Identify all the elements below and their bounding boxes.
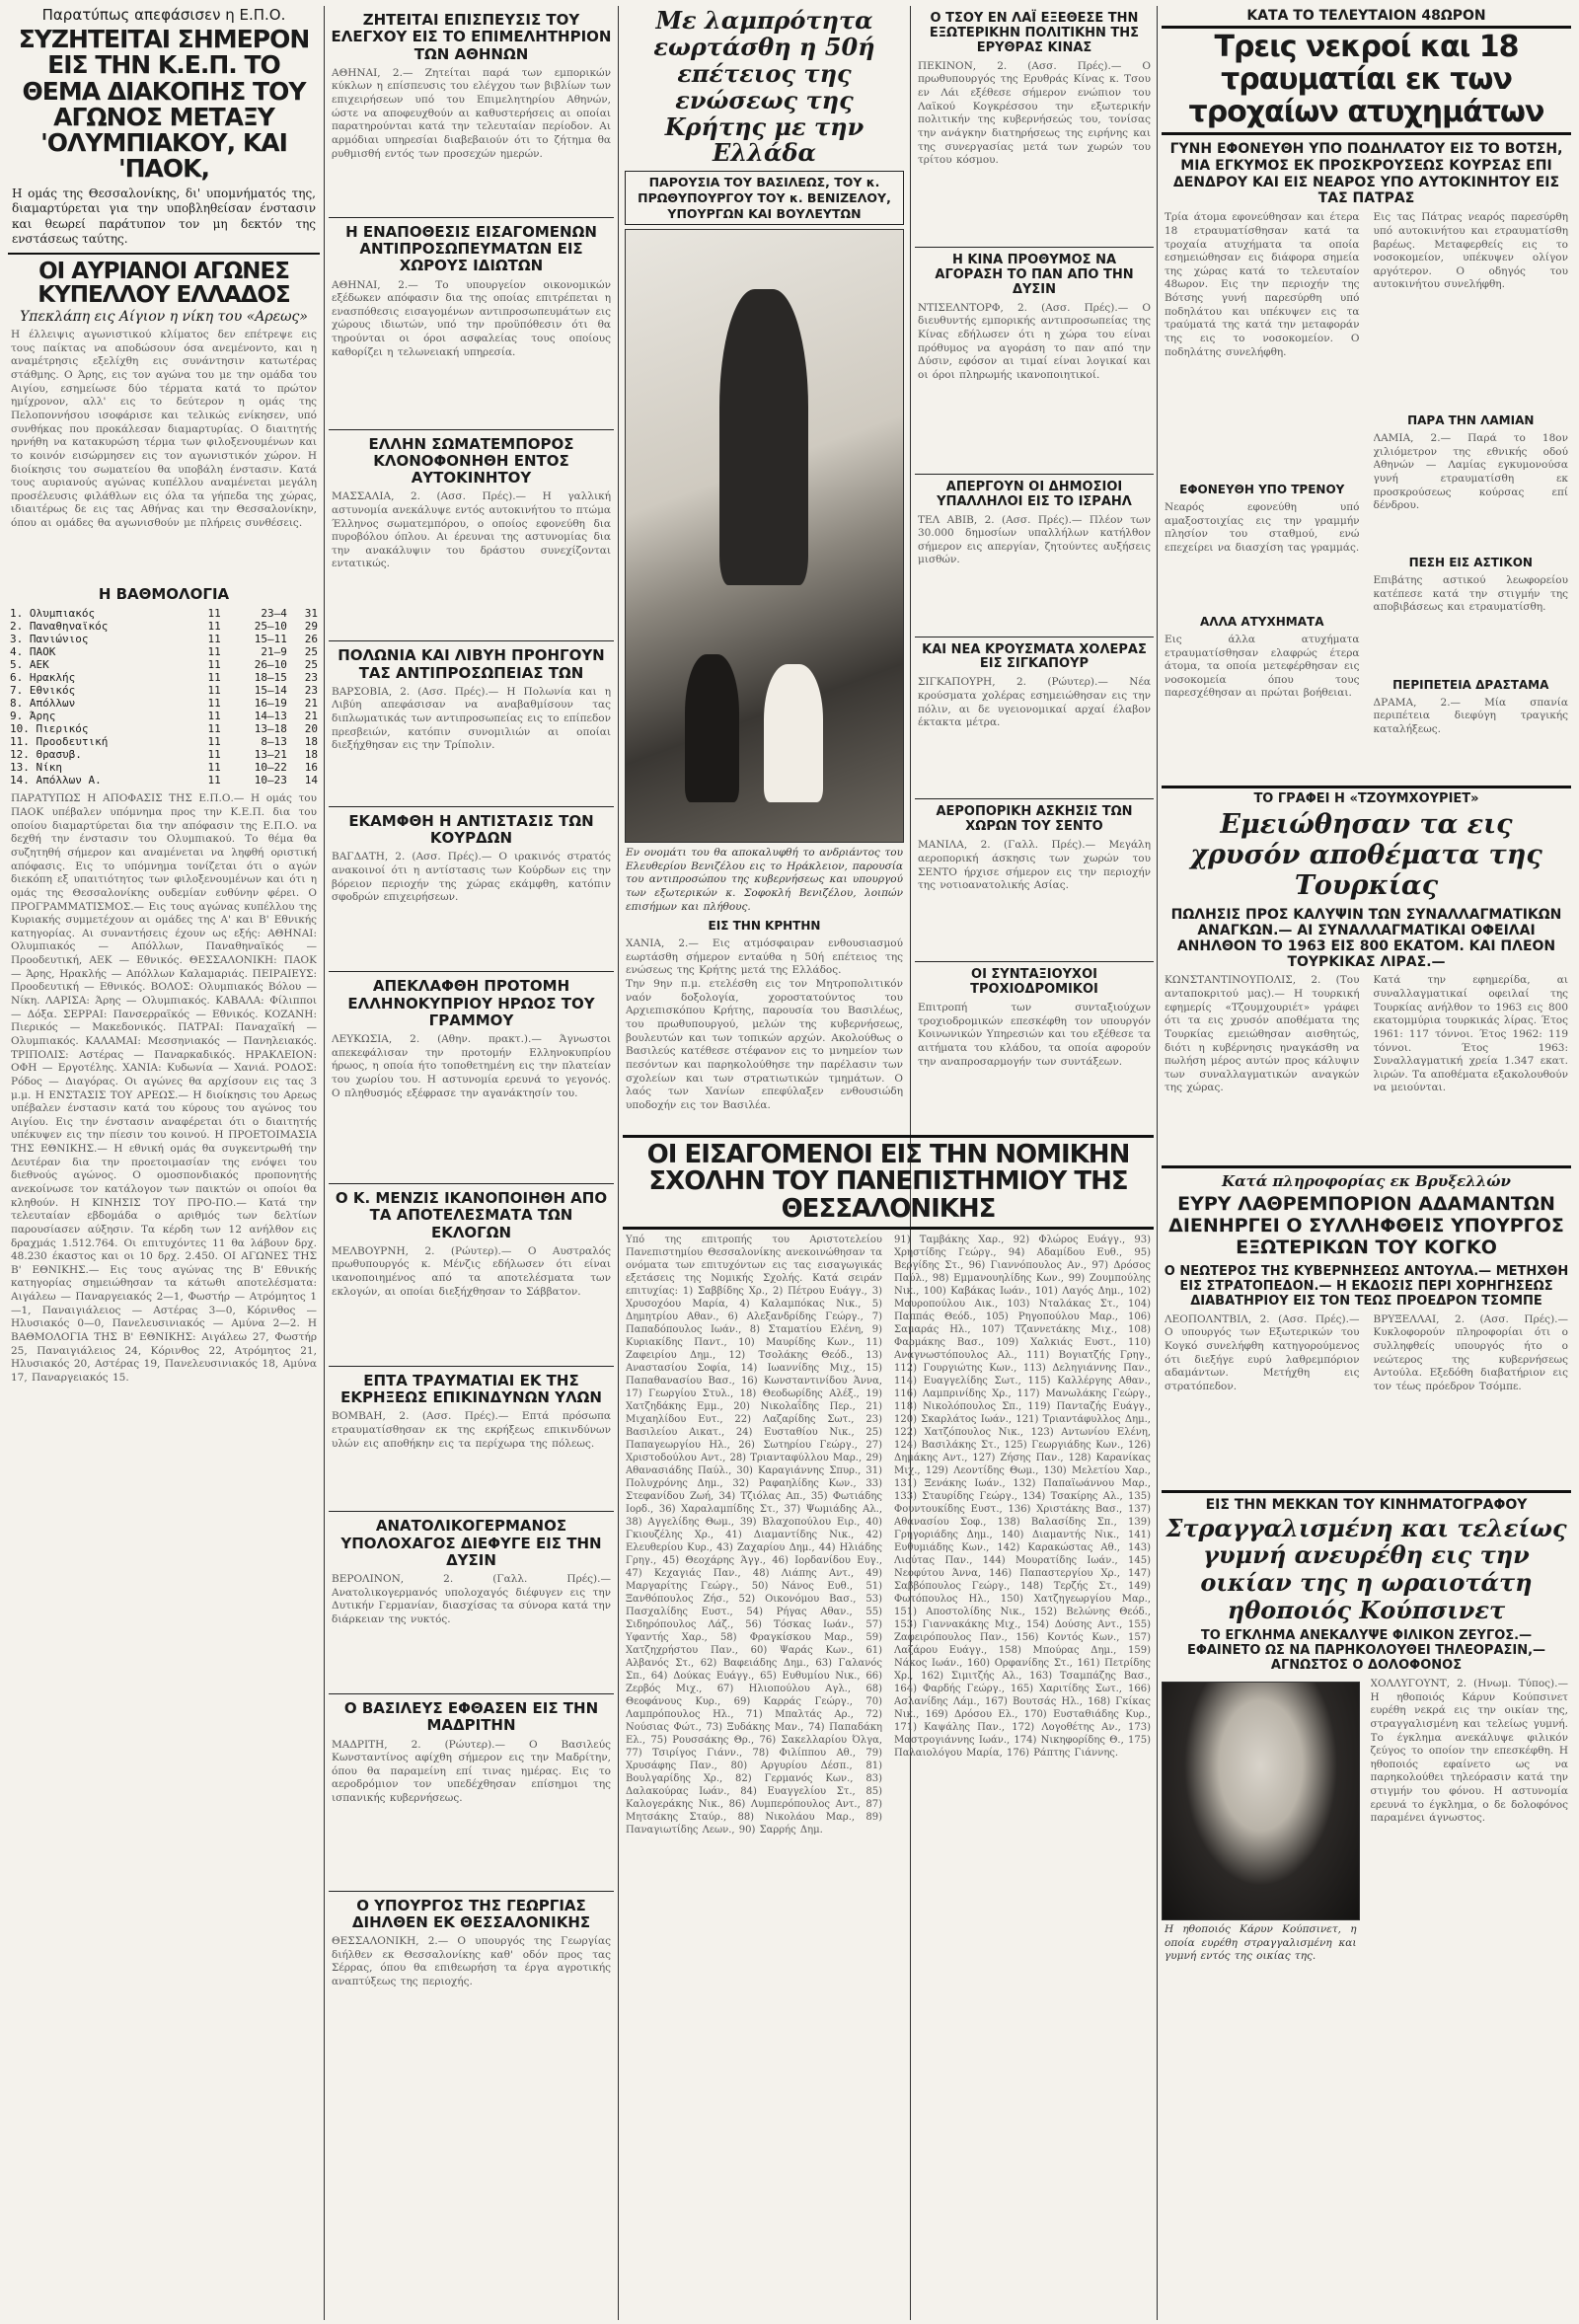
article-text: ΒΟΜΒΑΗ, 2. (Ασσ. Πρές).— Επτά πρόσωπα ετραυματίσθησαν εκ της εκρήξεως επικινδύνων υλών εις αποθήκην εις τα περίχωρα της πόλεως.: [332, 1410, 611, 1450]
article-text: ΜΑΝΙΛΑ, 2. (Γαλλ. Πρές).— Μεγάλη αεροπορική άσκησις των χωρών του ΣΕΝΤΟ ήρχισε σήμερον εις την περιοχήν της νοτιοανατολικής Ασίας.: [918, 839, 1151, 892]
section-title: ΕΦΟΝΕΥΘΗ ΥΠΟ ΤΡΕΝΟΥ: [1179, 483, 1345, 497]
standings-cell: 2. Παναθηναϊκός: [10, 620, 109, 634]
newspaper-page: [8, 6, 1571, 2320]
standings-row: [8, 620, 320, 633]
kicker-congo: Κατά πληροφορίας εκ Βρυξελλών: [1222, 1172, 1511, 1191]
article-text: ΜΑΔΡΙΤΗ, 2. (Ρώυτερ).— Ο Βασιλεύς Κωνσταντίνος αφίχθη σήμερον εις την Μαδρίτην, όπου θα παραμείνη επί τινας ημέρας. Εις το αεροδρόμιον τον υπεδέχθησαν επίσημοι της ισπανικής κυβερνήσεως.: [332, 1738, 611, 1805]
article-text: Την 9ην π.μ. ετελέσθη εις τον Μητροπολιτικόν ναόν δοξολογία, χοροστατούντος του Αρχιεπισκόπου Κρήτης, παρουσία του Βασιλέως, του πρωθυπουργού, μελών της κυβερνήσεως, βουλευτών και των τοπικών αρχών. Ακολούθως ο Βασιλεύς κατέθεσε στέφανον εις το μνημείον των πεσόντων και παρηκολούθησε την παρέλασιν των σχολείων και των στρατιωτικών τμημάτων. Ο λαός των Χανίων επεφύλαξεν ενθουσιώδη υποδοχήν εις τον Βασιλέα.: [626, 978, 903, 1111]
standings-cell: 18: [304, 735, 318, 749]
standings-cell: 20: [304, 722, 318, 736]
standings-cell: 16: [304, 761, 318, 775]
standings-cell: 7. Εθνικός: [10, 684, 76, 698]
article-text: ΛΕΥΚΩΣΙΑ, 2. (Αθην. πρακτ.).— Άγνωστοι απεκεφάλισαν την προτομήν Ελληνοκυπρίου ήρωος, η οποία ήτο τοποθετημένη εις την πλατείαν του χωρίου του. Η αστυνομία ερευνά το γεγονός. Ο πληθυσμός εξέφρασε την αγανάκτησίν του.: [332, 1033, 611, 1099]
standings-cell: 11: [207, 748, 221, 762]
standings-cell: 26: [304, 633, 318, 646]
headline-turkey: Εμειώθησαν τα εις χρυσόν αποθέματα της Τουρκίας: [1190, 808, 1542, 901]
standings-cell: 14—13: [254, 710, 287, 723]
standings-cell: 16—19: [254, 697, 287, 711]
kicker-accidents: ΚΑΤΑ ΤΟ ΤΕΛΕΥΤΑΙΟΝ 48ΩΡΟΝ: [1246, 8, 1486, 24]
dateline: ΧΑΝΙΑ, 2.— Εις ατμόσφαιραν ενθουσιασμού εωρτάσθη σήμερον ενταύθα η 50ή επέτειος της ενώσεως της Κρήτης μετά της Ελλάδος.: [626, 937, 903, 977]
standings-row: [8, 735, 320, 748]
headline-crete: Με λαμπρότητα εωρτάσθη η 50ή επέτειος της ενώσεως της Κρήτης με την Ελλάδα: [653, 6, 875, 168]
news-column-2: [329, 6, 614, 2320]
standings-row: [8, 774, 320, 787]
standings-cell: 10—22: [254, 761, 287, 775]
article-text: ΤΕΛ ΑΒΙΒ, 2. (Ασσ. Πρές).— Πλέον των 30.000 δημοσίων υπαλλήλων κατήλθον σήμερον εις απεργίαν, ζητούντες αυξήσεις μισθών.: [918, 513, 1151, 566]
article-text: ΧΟΛΛΥΓΟΥΝΤ, 2. (Ηνωμ. Τύπος).— Η ηθοποιός Κάρυν Κούπσινετ ευρέθη νεκρά εις την οικίαν της, στραγγαλισμένη και τελείως γυμνή. Το έγκλημα ανεκάλυψε φιλικόν ζεύγος το οποίον την επεσκέφθη. Η ηθοποιός εφαίνετο ως να παρηκολούθει τηλεόρασιν κατά την στιγμήν του φόνου. Η αστυνομία ερευνά το έγκλημα, ο δε δολοφόνος παραμένει άγνωστος.: [1370, 1677, 1568, 1825]
article-text: ΒΕΡΟΛΙΝΟΝ, 2. (Γαλλ. Πρές).— Ανατολικογερμανός υπολοχαγός διέφυγεν εις την Δυτικήν Γερμανίαν, διασχίσας τα σύνορα κατά την διάρκειαν της νυκτός.: [332, 1573, 611, 1625]
list-text: 91) Ταμβάκης Χαρ., 92) Φλώρος Ευάγγ., 93) Χρηστίδης Γεώργ., 94) Αδαμίδου Ευθ., 95) Βεργίδης Στ., 96) Γιαννόπουλος Αν., 97) Δρόσος Παύλ., 98) Εμμανουηλίδης Κων., 99) Ζουμπούλης Νικ., 100) Καβάκας Ιωάν., 101) Λαγός Δημ., 102) Μαυροπούλου Αικ., 103) Νταλάκας Στ., 104) Παππάς Θεόδ., 105) Ρηγοπούλου Μαρ., 106) Σαμαράς Ηλ., 107) Τζαννετάκης Μιχ., 108) Φαρμάκης Βασ., 109) Χαλκιάς Ευστ., 110) Αναγνωστόπουλος Αλ., 111) Βογιατζής Γρηγ., 112) Γουργιώτης Κων., 113) Δεληγιάννης Παν., 114) Ευαγγελίδης Σωτ., 115) Καλλέργης Αθαν., 116) Λαμπρινίδης Χρ., 117) Μανωλάκης Γεώργ., 118) Νικολόπουλος Σπ., 119) Πανταζής Ευάγγ., 120) Σκαρλάτος Ιωάν., 121) Τριαντάφυλλος Δημ., 122) Χατζόπουλος Νικ., 123) Αντωνίου Ελένη, 124) Βασιλάκης Στ., 125) Γεωργιάδης Κων., 126) Δημάκης Αντ., 127) Ζήσης Παν., 128) Καρανίκας Μιχ., 129) Λεοντίδης Θωμ., 130) Μελετίου Χαρ., 131) Ξενάκης Ιωάν., 132) Παπαϊωάννου Μαρ., 133) Σταυρίδης Γεώργ., 134) Τσακίρης Αλ., 135) Φουντουκίδης Ευστ., 136) Χριστάκης Βασ., 137) Αθανασίου Σοφ., 138) Βαλασίδης Σπ., 139) Γρηγοριάδης Δημ., 140) Διαμαντής Νικ., 141) Ευθυμιάδης Κων., 142) Καρακώστας Αθ., 143) Λιούτας Παν., 144) Μουρατίδης Ιωάν., 145) Νεοφύτου Άννα, 146) Παπαστεργίου Χρ., 147) Σαββόπουλος Γεώργ., 148) Τερζής Στ., 149) Φωτόπουλος Ηλ., 150) Χατζηγεωργίου Μαρ., 151) Αποστολίδης Νικ., 152) Βελώνης Θεόδ., 153) Γιαννακάκης Μιχ., 154) Δούσης Αντ., 155) Ζαφειρόπουλος Παν., 156) Κοντός Κων., 157) Λαζάρου Ευάγγ., 158) Μπούρας Δημ., 159) Νάκος Ιωάν., 160) Ορφανίδης Στ., 161) Πετρίδης Χρ., 162) Σιμιτζής Αλ., 163) Τσαμπάζης Βασ., 164) Φαρδής Γεώργ., 165) Χαριτίδης Σωτ., 166) Ασλανίδης Λάμ., 167) Βουτσάς Ηλ., 168) Γκίκας Νικ., 169) Δρόσου Ελ., 170) Ευσταθιάδης Κυρ., 171) Καψάλης Παν., 172) Λογοθέτης Αν., 173) Μαστρογιάννης Ιωάν., 174) Νικηφορίδης Θ., 175) Παλαιολόγου Μαρία, 176) Ράπτης Γιάννης.: [894, 1234, 1151, 1759]
standings-row: [8, 710, 320, 722]
standings-cell: 21—9: [261, 645, 287, 659]
section-title: ΠΕΣΗ ΕΙΣ ΑΣΤΙΚΟΝ: [1408, 556, 1533, 570]
article-text: ΒΡΥΞΕΛΛΑΙ, 2. (Ασσ. Πρές).— Κυκλοφορούν πληροφορίαι ότι ο συλληφθείς υπουργός ήτο ο νεώτερος της κυβερνήσεως Αντούλα. Εξεδόθη διαβατήριον εις τον τέως πρόεδρον Τσόμπε.: [1373, 1312, 1568, 1392]
column-rule: [618, 6, 619, 2320]
article-text: ΘΕΣΣΑΛΟΝΙΚΗ, 2.— Ο υπουργός της Γεωργίας διήλθεν εκ Θεσσαλονίκης καθ' οδόν προς τας Σέρρας, όπου θα επιθεωρήση τα έργα αγροτικής αναπτύξεως της περιοχής.: [332, 1935, 611, 1987]
headline-poland: ΠΟΛΩΝΙΑ ΚΑΙ ΛΙΒΥΗ ΠΡΟΗΓΟΥΝ ΤΑΣ ΑΝΤΙΠΡΟΣΩΠΕΙΑΣ ΤΩΝ: [338, 646, 605, 682]
standings-cell: 11: [207, 671, 221, 685]
standings-cell: 5. ΑΕΚ: [10, 658, 49, 672]
standings-cell: 11: [207, 658, 221, 672]
headline-congo: ΕΥΡΥ ΛΑΘΡΕΜΠΟΡΙΟΝ ΑΔΑΜΑΝΤΩΝ ΔΙΕΝΗΡΓΕΙ Ο ΣΥΛΛΗΦΘΕΙΣ ΥΠΟΥΡΓΟΣ ΕΞΩΤΕΡΙΚΩΝ ΤΟΥ ΚΟΓΚΟ: [1168, 1193, 1564, 1259]
subheadline-accidents: ΓΥΝΗ ΕΦΟΝΕΥΘΗ ΥΠΟ ΠΟΔΗΛΑΤΟΥ ΕΙΣ ΤΟ ΒΟΤΣΗ, ΜΙΑ ΕΓΚΥΜΟΣ ΕΚ ΠΡΟΣΚΡΟΥΣΕΩΣ ΚΟΥΡΣΑΣ ΕΠΙ ΔΕΝΔΡΟΥ ΚΑΙ ΕΙΣ ΝΕΑΡΟΣ ΥΠΟ ΑΥΤΟΚΙΝΗΤΟΥ ΕΙΣ ΤΑΣ ΠΑΤΡΑΣ: [1169, 141, 1563, 207]
standings-row: [8, 633, 320, 645]
person-figure: [685, 654, 739, 802]
headline-king: Ο ΒΑΣΙΛΕΥΣ ΕΦΘΑΣΕΝ ΕΙΣ ΤΗΝ ΜΑΔΡΙΤΗΝ: [343, 1699, 599, 1735]
article-text: ΒΑΓΔΑΤΗ, 2. (Ασσ. Πρές).— Ο ιρακινός στρατός ανακοινοί ότι η αντίστασις των Κούρδων εις την βόρειον περιοχήν της χώρας εκάμφθη, κατόπιν σφοδρών επιχειρήσεων.: [332, 851, 611, 904]
subheadline-congo: Ο ΝΕΩΤΕΡΟΣ ΤΗΣ ΚΥΒΕΡΝΗΣΕΩΣ ΑΝΤΟΥΛΑ.— ΜΕΤΗΧΘΗ ΕΙΣ ΣΤΡΑΤΟΠΕΔΟΝ.— Η ΕΚΔΟΣΙΣ ΠΕΡΙ ΧΟΡΗΓΗΣΕΩΣ ΔΙΑΒΑΤΗΡΙΟΥ ΕΙΣ ΤΟΝ ΤΕΩΣ ΠΡΟΕΔΡΟΝ ΤΣΟΜΠΕ: [1164, 1263, 1569, 1309]
standings-cell: 8. Απόλλων: [10, 697, 76, 711]
lead: Η ομάς της Θεσσαλονίκης, δι' υπομνήματός της, διαμαρτύρεται για την υποβληθείσαν ένστασιν και θεωρεί παράτυπον τον μη δεκτόν της ενστάσεως ταύτης.: [12, 186, 316, 247]
standings-cell: 23: [304, 671, 318, 685]
subheadline-crete: ΠΑΡΟΥΣΙΑ ΤΟΥ ΒΑΣΙΛΕΩΣ, ΤΟΥ κ. ΠΡΩΘΥΠΟΥΡΓΟΥ ΤΟΥ κ. ΒΕΝΙΖΕΛΟΥ, ΥΠΟΥΡΓΩΝ ΚΑΙ ΒΟΥΛΕΥΤΩΝ: [625, 171, 904, 225]
statue-figure: [719, 289, 808, 585]
subheadline: Υπεκλάπη εις Αίγιον η νίκη του «Αρεως»: [20, 309, 308, 326]
article-text: ΛΕΟΠΟΛΝΤΒΙΛ, 2. (Ασσ. Πρές).— Ο υπουργός των Εξωτερικών του Κογκό συνελήφθη κατηγορούμενος ότι διεξήγε ευρύ λαθρεμπόριον αδαμάντων. Μετήχθη εις στρατόπεδον.: [1165, 1312, 1360, 1392]
kicker-turkey: ΤΟ ΓΡΑΦΕΙ Η «ΤΖΟΥΜΧΟΥΡΙΕΤ»: [1253, 790, 1479, 806]
standings-cell: 11: [207, 735, 221, 749]
kicker-cinema: ΕΙΣ ΤΗΝ ΜΕΚΚΑΝ ΤΟΥ ΚΙΝΗΜΑΤΟΓΡΑΦΟΥ: [1205, 1496, 1528, 1513]
standings-cell: 1. Ολυμπιακός: [10, 607, 96, 621]
article-text: Εις άλλα ατυχήματα ετραυματίσθησαν ελαφρώς έτερα άτομα, τα οποία μετεφέρθησαν εις νοσοκομεία όπου τους παρεσχέθησαν αι πρώται βοήθειαι.: [1165, 633, 1360, 700]
standings-row: [8, 722, 320, 735]
article-text: Η έλλειψις αγωνιστικού κλίματος δεν επέτρεψε εις τους παίκτας να αποδώσουν όσα ανεμένοντο, και η αναμέτρησις εξελίχθη εις συνάντησιν κατωτέρας στάθμης. Ο Άρης, εις τον αγώνα του με την ομάδα του Αιγίου, εσημείωσε δύο τέρματα κατά το πρώτον ημίχρονον, αλλ' εις το δεύτερον η ομάς της Πελοποννήσου ισοφάρισε και τελικώς ενίκησεν, υπό συνθήκας που προκάλεσαν διαμαρτυρίας. Ο διαιτητής ηρνήθη να κατακυρώση τέρμα των φιλοξενουμένων και το κοινόν εισώρμησεν εις τον αγωνιστικόν χώρον. Η διοίκησις του σωματείου θα υποβάλη ένστασιν. Κατά τους αυριανούς αγώνας κυπέλλου αναμένεται μεγάλη προσέλευσις φιλάθλων εις όλα τα γήπεδα της χώρας, ιδιαιτέρως δε εις τας Αθήνας και την Θεσσαλονίκην, όπου αι ομάδες θα αγωνισθούν με πλήρεις συνθέσεις.: [11, 329, 317, 530]
article-text: Εις τας Πάτρας νεαρός παρεσύρθη υπό αυτοκινήτου και ετραυματίσθη βαρέως. Μεταφερθείς εις το νοσοκομείον, υπέκυψεν ολίγον αργότερον. Ο οδηγός του αυτοκινήτου συνελήφθη.: [1373, 211, 1568, 291]
headline-defector: ΑΝΑΤΟΛΙΚΟΓΕΡΜΑΝΟΣ ΥΠΟΛΟΧΑΓΟΣ ΔΙΕΦΥΓΕ ΕΙΣ ΤΗΝ ΔΥΣΙΝ: [340, 1517, 602, 1569]
standings-row: [8, 671, 320, 684]
article-text: ΠΑΡΑΤΥΠΩΣ Η ΑΠΟΦΑΣΙΣ ΤΗΣ Ε.Π.Ο.— Η ομάς του ΠΑΟΚ υπέβαλεν υπόμνημα προς την Κ.Ε.Π. δια του οποίου διαμαρτύρεται δια την απόφασιν της Ε.Π.Ο. να δεχθή την ένστασιν του Ολυμπιακού. Το θέμα θα συζητηθή σήμερον και αναμένεται να ληφθή οριστική απόφασις. Εις το υπόμνημα τονίζεται ότι ο αγών διεκόπη εξ υπαιτιότητος των φιλοξενουμένων και ότι η ομάς της Θεσσαλονίκης ουδεμίαν ευθύνην φέρει. Ο ΠΡΟΓΡΑΜΜΑΤΙΣΜΟΣ.— Εις τους αγώνας κυπέλλου της Κυριακής συμμετέχουν αι ομάδες της Α' και Β' Εθνικής κατηγορίας. Αι συναντήσεις έχουν ως εξής: ΑΘΗΝΑΙ: Ολυμπιακός — Απόλλων, Παναθηναϊκός — Προοδευτική, ΑΕΚ — Εθνικός. ΘΕΣΣΑΛΟΝΙΚΗ: ΠΑΟΚ — Άρης, Ηρακλής — Απόλλων Καλαμαριάς. ΠΕΙΡΑΙΕΥΣ: Προοδευτική — Εθνικός. ΒΟΛΟΣ: Ολυμπιακός Βόλου — Νίκη. ΛΑΡΙΣΑ: Άρης — Ολυμπιακός. ΚΑΒΑΛΑ: Φίλιπποι — Δόξα. ΣΕΡΡΑΙ: Πανσερραϊκός — Εθνικός. ΚΟΖΑΝΗ: Πιερικός — Μακεδονικός. ΠΑΤΡΑΙ: Παναχαϊκή — Ολυμπιακός. ΚΑΛΑΜΑΙ: Μεσσηνιακός — Πανηλειακός. ΤΡΙΠΟΛΙΣ: Αστέρας — Παναρκαδικός. ΗΡΑΚΛΕΙΟΝ: ΟΦΗ — Εργοτέλης. ΧΑΝΙΑ: Κυδωνία — Χανιά. ΡΟΔΟΣ: Ρόδος — Διαγόρας. Οι αγώνες θα αρχίσουν εις τας 3 μ.μ. Η ΕΝΣΤΑΣΙΣ ΤΟΥ ΑΡΕΩΣ.— Η διοίκησις του Αρεως υπέβαλεν ένστασιν κατά του κύρους του αγώνος του Αιγίου. Εις την ένστασιν αναφέρεται ότι ο διαιτητής υπέκυψεν εις την πίεσιν του κοινού. Η ΠΡΟΕΤΟΙΜΑΣΙΑ ΤΗΣ ΕΘΝΙΚΗΣ.— Η εθνική ομάς θα συγκεντρωθή την Δευτέραν δια την προετοιμασίαν της ενόψει του διεθνούς αγώνος. Ο ομοσπονδιακός προπονητής ανεκοίνωσε τον κατάλογον των παικτών οι οποίοι θα κληθούν. Η ΚΙΝΗΣΙΣ ΤΟΥ ΠΡΟ-ΠΟ.— Κατά την τελευταίαν εβδομάδα ο αριθμός των δελτίων παρουσίασεν αύξησιν. Τα κέρδη των 12 ανήλθον εις δραχμάς 1.512.764. Οι επιτυχόντες 11 θα λάβουν δρχ. 48.230 έκαστος και οι 10 δρχ. 2.450. ΟΙ ΑΓΩΝΕΣ ΤΗΣ Β' ΕΘΝΙΚΗΣ.— Εις τους αγώνας της Β' Εθνικής κατηγορίας σημειώθησαν τα κάτωθι αποτελέσματα: Αιγάλεω — Παναργειακός 2—1, Φωστήρ — Ατρόμητος 1—1, Παναιγιάλειος — Αστέρας 3—0, Κόρινθος — Ηλυσιακός 0—0, Πανελευσινιακός — Αμύνα 2—2. Η ΒΑΘΜΟΛΟΓΙΑ ΤΗΣ Β' ΕΘΝΙΚΗΣ: Αιγάλεω 27, Φωστήρ 25, Παναιγιάλειος 24, Κόρινθος 22, Ατρόμητος 21, Ηλυσιακός 20, Αστέρας 19, Πανελευσινιακός 18, Αμύνα 17, Παναργειακός 15.: [11, 792, 317, 1384]
headline-bust: ΑΠΕΚΛΑΦΘΗ ΠΡΟΤΟΜΗ ΕΛΛΗΝΟΚΥΠΡΙΟΥ ΗΡΩΟΣ ΤΟΥ ΓΡΑΜΜΟΥ: [347, 977, 595, 1029]
standings-cell: 4. ΠΑΟΚ: [10, 645, 56, 659]
headline-minister: Ο ΥΠΟΥΡΓΟΣ ΤΗΣ ΓΕΩΡΓΙΑΣ ΔΙΗΛΘΕΝ ΕΚ ΘΕΣΣΑΛΟΝΙΚΗΣ: [351, 1896, 591, 1931]
photo-caption: Η ηθοποιός Κάρυν Κούπσινετ, η οποία ευρέθη στραγγαλισμένη και γυμνή εντός της οικίας της.: [1165, 1922, 1357, 1963]
headline-china: Ο ΤΣΟΥ ΕΝ ΛΑΪ ΕΞΕΘΕΣΕ ΤΗΝ ΕΞΩΤΕΡΙΚΗΝ ΠΟΛΙΤΙΚΗΝ ΤΗΣ ΕΡΥΘΡΑΣ ΚΙΝΑΣ: [929, 11, 1140, 55]
standings-row: [8, 658, 320, 671]
article-text: ΣΙΓΚΑΠΟΥΡΗ, 2. (Ρώυτερ).— Νέα κρούσματα χολέρας εσημειώθησαν εις την πόλιν, αι δε υγειονομικαί αρχαί έλαβον έκτακτα μέτρα.: [918, 676, 1151, 729]
headline-cup: ΟΙ ΑΥΡΙΑΝΟΙ ΑΓΩΝΕΣ ΚΥΠΕΛΛΟΥ ΕΛΛΑΔΟΣ: [38, 258, 290, 309]
sports-column: [8, 6, 320, 2320]
article-text: Επιτροπή των συνταξιούχων τροχιοδρομικών επεσκέφθη τον υπουργόν Κοινωνικών Υπηρεσιών και του εξέθεσε τα αιτήματα του κλάδου, τα οποία αφορούν την αναπροσαρμογήν των συντάξεων.: [918, 1002, 1151, 1068]
subheadline-turkey: ΠΩΛΗΣΙΣ ΠΡΟΣ ΚΑΛΥΨΙΝ ΤΩΝ ΣΥΝΑΛΛΑΓΜΑΤΙΚΩΝ ΑΝΑΓΚΩΝ.— ΑΙ ΣΥΝΑΛΛΑΓΜΑΤΙΚΑΙ ΟΦΕΙΛΑΙ ΑΝΗΛΘΟΝ ΤΟ 1963 ΕΙΣ 800 ΕΚΑΤΟΜ. ΚΑΙ ΠΛΕΟΝ ΤΟΥΡΚΙΚΑΣ ΛΙΡΑΣ.—: [1170, 906, 1562, 971]
standings-cell: 11. Προοδευτική: [10, 735, 109, 749]
headline-cholera: ΚΑΙ ΝΕΑ ΚΡΟΥΣΜΑΤΑ ΧΟΛΕΡΑΣ ΕΙΣ ΣΙΓΚΑΠΟΥΡ: [922, 641, 1147, 672]
photo-caption: Εν ονομάτι του θα αποκαλυφθή το ανδριάντος του Ελευθερίου Βενιζέλου εις το Ηράκλειον, παρουσία του αντιπροσώπου της κυβερνήσεως και υπουργού των εξωτερικών κ. Σοφοκλή Βενιζέλου, λοιπών επισήμων και πλήθους.: [626, 847, 903, 913]
article-text: ΠΕΚΙΝΟΝ, 2. (Ασσ. Πρές).— Ο πρωθυπουργός της Ερυθράς Κίνας κ. Τσου εν Λάι εξέθεσε σήμερον ενώπιον του Λαϊκού Κογκρέσσου την εξωτερικήν πολιτικήν της κυβερνήσεώς του, τονίσας την ανάγκην διατηρήσεως της ειρήνης και της συνεργασίας μετά των χωρών του τρίτου κόσμου.: [918, 59, 1151, 167]
standings-cell: 26—10: [254, 658, 287, 672]
article-text: ΒΑΡΣΟΒΙΑ, 2. (Ασσ. Πρές).— Η Πολωνία και η Λιβύη απεφάσισαν να αναβαθμίσουν τας διπλωματικάς των αντιπροσωπείας εις το επίπεδον πρεσβειών, κατόπιν συνομιλιών αι οποίαι διεξήχθησαν εις την Τρίπολιν.: [332, 685, 611, 752]
headline-seato: ΑΕΡΟΠΟΡΙΚΗ ΑΣΚΗΣΙΣ ΤΩΝ ΧΩΡΩΝ ΤΟΥ ΣΕΝΤΟ: [936, 804, 1133, 835]
standings-cell: 6. Ηρακλής: [10, 671, 76, 685]
standings-cell: 14: [304, 774, 318, 787]
article-text: ΚΩΝΣΤΑΝΤΙΝΟΥΠΟΛΙΣ, 2. (Του ανταποκριτού μας).— Η τουρκική εφημερίς «Τζουμχουριέτ» γράφει ότι τα εις χρυσόν αποθέματα της Τουρκίας εμειώθησαν αισθητώς, διότι η κυβέρνησις ηναγκάσθη να πωλήση μέρος αυτών προς κάλυψιν των συναλλαγματικών αναγκών της χώρας.: [1165, 974, 1360, 1094]
standings-row: [8, 645, 320, 658]
headline-murder: ΕΛΛΗΝ ΣΩΜΑΤΕΜΠΟΡΟΣ ΚΛΟΝΟΦΟΝΗΘΗ ΕΝΤΟΣ ΑΥΤΟΚΙΝΗΤΟΥ: [368, 434, 574, 487]
headline: ΣΥΖΗΤΕΙΤΑΙ ΣΗΜΕΡΟΝ ΕΙΣ ΤΗΝ Κ.Ε.Π. ΤΟ ΘΕΜΑ ΔΙΑΚΟΠΗΣ ΤΟΥ ΑΓΩΝΟΣ ΜΕΤΑΞΥ 'ΟΛΥΜΠΙΑΚΟΥ, ΚΑΙ 'ΠΑΟΚ,: [18, 25, 310, 184]
standings-cell: 13—18: [254, 722, 287, 736]
actress-photo: [1162, 1682, 1360, 1920]
standings-cell: 11: [207, 761, 221, 775]
standings-cell: 21: [304, 710, 318, 723]
standings-cell: 11: [207, 607, 221, 621]
article-text: Κατά την εφημερίδα, αι συναλλαγματικαί οφειλαί της Τουρκίας ανήλθον το 1963 εις 800 εκατομμύρια τουρκικάς λίρας. Έτος 1961: 117 τόννοι. Έτος 1962: 119 τόννοι. Έτος 1963: Συναλλαγματική χρεία 1.347 εκατ. λιρών. Τα αποθέματα εξακολουθούν να μειούνται.: [1373, 974, 1568, 1094]
headline-china-trade: Η ΚΙΝΑ ΠΡΟΘΥΜΟΣ ΝΑ ΑΓΟΡΑΣΗ ΤΟ ΠΑΝ ΑΠΟ ΤΗΝ ΔΥΣΙΝ: [935, 252, 1134, 297]
standings-cell: 23: [304, 684, 318, 698]
standings-cell: 25—10: [254, 620, 287, 634]
article-text: ΑΘΗΝΑΙ, 2.— Το υπουργείον οικονομικών εξέδωκεν απόφασιν δια της οποίας επιτρέπεται η ενασπόθεσις εισαγομένων αντιπροσωπευμάτων εις χώρους ιδιωτών, υπό την προϋπόθεσιν ότι θα τηρούνται οι όροι ασφαλείας τους οποίους καθορίζει η τελωνειακή υπηρεσία.: [332, 278, 611, 358]
article-text: Επιβάτης αστικού λεωφορείου κατέπεσε κατά την στιγμήν της αποβιβάσεως και ετραυματίσθη.: [1373, 573, 1568, 614]
standings-title: Η ΒΑΘΜΟΛΟΓΙΑ: [98, 585, 230, 604]
article-text: ΑΘΗΝΑΙ, 2.— Ζητείται παρά των εμπορικών κύκλων η επίσπευσις του ελέγχου των βιβλίων των επιχειρήσεων υπό του Επιμελητηρίου Αθηνών, ώστε να αποφευχθούν αι καθυστερήσεις αι οποίαι παρατηρούνται κατά την τελευταίαν περίοδον. Αι αρμόδιαι υπηρεσίαι διαβεβαιούν ότι το ζήτημα θα ρυθμισθή εντός των προσεχών ημερών.: [332, 66, 611, 160]
standings-cell: 25: [304, 645, 318, 659]
article-text: ΝΤΙΣΕΛΝΤΟΡΦ, 2. (Ασσ. Πρές).— Ο διευθυντής εμπορικής αντιπροσωπείας της Κίνας εδήλωσεν ότι η χώρα του είναι πρόθυμος να αγοράση το παν από την Δύσιν, εφόσον αι τιμαί είναι λογικαί και οι όροι πληρωμής ικανοποιητικοί.: [918, 301, 1151, 381]
standings-cell: 25: [304, 658, 318, 672]
right-column: [1162, 6, 1571, 2320]
law-school-block: [623, 1131, 1154, 2320]
standings-cell: 8—13: [261, 735, 287, 749]
headline-cinema: Στραγγαλισμένη και τελείως γυμνή ανευρέθη εις την οικίαν της η ωραιοτάτη ηθοποιός Κούπσινετ: [1165, 1513, 1567, 1624]
headline-explosion: ΕΠΤΑ ΤΡΑΥΜΑΤΙΑΙ ΕΚ ΤΗΣ ΕΚΡΗΞΕΩΣ ΕΠΙΚΙΝΔΥΝΩΝ ΥΛΩΝ: [340, 1371, 602, 1406]
column-rule: [1157, 6, 1158, 2320]
standings-cell: 11: [207, 697, 221, 711]
list-text: Υπό της επιτροπής του Αριστοτελείου Πανεπιστημίου Θεσσαλονίκης ανεκοινώθησαν τα ονόματα των επιτυχόντων εις τας εισαγωγικάς εξετάσεις της Νομικής Σχολής. Κατά σειράν επιτυχίας: 1) Σαββίδης Χρ., 2) Πέτρου Ευάγγ., 3) Χρυσοχόου Μαρία, 4) Καλαμπόκας Νικ., 5) Δημητρίου Αθαν., 6) Αλεξανδρίδης Γεώργ., 7) Παπαδόπουλος Ιωάν., 8) Σταματίου Ελένη, 9) Κυριακίδης Παντ., 10) Μαυρίδης Κων., 11) Ζαφειρίου Δημ., 12) Τσολάκης Θεόδ., 13) Αναστασίου Σοφία, 14) Ιωαννίδης Μιχ., 15) Παπαθανασίου Βασ., 16) Κωνσταντινίδου Άννα, 17) Γεωργίου Στυλ., 18) Θεοδωρίδης Αλέξ., 19) Χατζηδάκης Εμμ., 20) Νικολαΐδης Περ., 21) Μιχαηλίδου Ευτ., 22) Λαζαρίδης Σωτ., 23) Βασιλείου Αικατ., 24) Ευσταθίου Νικ., 25) Παπαγεωργίου Ηλ., 26) Σωτηρίου Γεώργ., 27) Χριστοδούλου Αντ., 28) Τριανταφύλλου Μαρ., 29) Αθανασιάδης Παύλ., 30) Καραγιάννης Σπυρ., 31) Πολυχρόνης Δημ., 32) Ραφαηλίδης Κων., 33) Στεφανίδου Ζωή, 34) Τζιόλας Απ., 35) Φωτιάδης Ιορδ., 36) Χαραλαμπίδης Στ., 37) Ψωμιάδης Αλ., 38) Αγγελίδης Θωμ., 39) Βλαχοπούλου Ειρ., 40) Γκιουζέλης Χρ., 41) Διαμαντίδης Νικ., 42) Ελευθερίου Κυρ., 43) Ζαχαρίου Δημ., 44) Ηλιάδης Γρηγ., 45) Θεοχάρης Άγγ., 46) Ιορδανίδου Ευγ., 47) Κεχαγιάς Παν., 48) Λιάπης Αντ., 49) Μαργαρίτης Γεώργ., 50) Νάνος Ευθ., 51) Ξανθόπουλος Ζήσ., 52) Οικονόμου Βασ., 53) Πασχαλίδης Ευστ., 54) Ρήγας Αθαν., 55) Σιδηρόπουλος Λάζ., 56) Τόσκας Ιωάν., 57) Υφαντής Χαρ., 58) Φραγκίσκου Μαρ., 59) Χατζηχρήστου Παν., 60) Ψαράς Κων., 61) Αλβανός Στ., 62) Βαφειάδης Δημ., 63) Γαλανός Σπ., 64) Δούκας Ευάγγ., 65) Ευθυμίου Νικ., 66) Ζερβός Μιχ., 67) Ηλιοπούλου Αγλ., 68) Θεοφάνους Κυρ., 69) Καρράς Γεώργ., 70) Λαμπρόπουλος Ηλ., 71) Μπαλτάς Αρ., 72) Νούσιας Φώτ., 73) Ξυδάκης Μαν., 74) Παπαδάκη Ελ., 75) Ρουσσάκης Θρ., 76) Σακελλαρίου Όλγα, 77) Τσιρίγος Γιάνν., 78) Φιλίππου Αθ., 79) Χρυσάφης Παν., 80) Αργυρίου Δέσπ., 81) Βουλγαρίδης Χρ., 82) Γερμανός Κων., 83) Δαλακούρας Ιωάν., 84) Ευαγγελίου Στ., 85) Καλογεράκης Νικ., 86) Λυμπερόπουλος Αντ., 87) Μητσάκης Σταύρ., 88) Νικολάου Μαρ., 89) Παναγιωτίδης Λεων., 90) Σαρρής Δημ.: [626, 1234, 882, 1836]
standings-cell: 29: [304, 620, 318, 634]
article-text: ΜΑΣΣΑΛΙΑ, 2. (Ασσ. Πρές).— Η γαλλική αστυνομία ανεκάλυψε εντός αυτοκινήτου το πτώμα Έλληνος σωματεμπόρου, ο οποίος εφονεύθη δια πυροβόλου όπλου. Αι έρευναι της αστυνομίας δια την ανακάλυψιν του δράστου συνεχίζονται εντατικώς.: [332, 490, 611, 570]
standings-cell: 13—21: [254, 748, 287, 762]
standings-cell: 11: [207, 684, 221, 698]
standings-table: [8, 607, 320, 787]
headline-chamber: ΖΗΤΕΙΤΑΙ ΕΠΙΣΠΕΥΣΙΣ ΤΟΥ ΕΛΕΓΧΟΥ ΕΙΣ ΤΟ ΕΠΙΜΕΛΗΤΗΡΙΟΝ ΤΩΝ ΑΘΗΝΩΝ: [331, 11, 612, 63]
section-title: ΕΙΣ ΤΗΝ ΚΡΗΤΗΝ: [708, 919, 821, 934]
standings-cell: 3. Πανιώνιος: [10, 633, 89, 646]
headline-menzies: Ο Κ. ΜΕΝΖΙΣ ΙΚΑΝΟΠΟΙΗΘΗ ΑΠΟ ΤΑ ΑΠΟΤΕΛΕΣΜΑΤΑ ΤΩΝ ΕΚΛΟΓΩΝ: [335, 1189, 608, 1241]
standings-row: [8, 697, 320, 710]
article-text: ΜΕΛΒΟΥΡΝΗ, 2. (Ρώυτερ).— Ο Αυστραλός πρωθυπουργός κ. Μένζις εδήλωσεν ότι είναι ικανοποιημένος από τα αποτελέσματα των εκλογών, αι οποίαι διεξήχθησαν το Σάββατον.: [332, 1244, 611, 1298]
standings-cell: 9. Άρης: [10, 710, 56, 723]
standings-cell: 14. Απόλλων Α.: [10, 774, 102, 787]
standings-cell: 11: [207, 774, 221, 787]
standings-cell: 11: [207, 620, 221, 634]
standings-cell: 18—15: [254, 671, 287, 685]
headline-law-school: ΟΙ ΕΙΣΑΓΟΜΕΝΟΙ ΕΙΣ ΤΗΝ ΝΟΜΙΚΗΝ ΣΧΟΛΗΝ ΤΟΥ ΠΑΝΕΠΙΣΤΗΜΙΟΥ ΤΗΣ ΘΕΣΣΑΛΟΝΙΚΗΣ: [646, 1140, 1130, 1224]
standings-cell: 11: [207, 633, 221, 646]
standings-cell: 11: [207, 710, 221, 723]
article-text: ΛΑΜΙΑ, 2.— Παρά το 18ον χιλιόμετρον της εθνικής οδού Αθηνών — Λαμίας εγκυμονούσα γυνή ετραυματίσθη εκ προσκρούσεως κούρσας επί δένδρου.: [1373, 432, 1568, 512]
standings-cell: 15—14: [254, 684, 287, 698]
world-column: [915, 6, 1154, 1126]
section-title: ΠΕΡΙΠΕΤΕΙΑ ΔΡΑΣΤΑΜΑ: [1392, 677, 1549, 692]
kicker: Παρατύπως απεφάσισεν η Ε.Π.Ο.: [41, 6, 286, 24]
standings-row: [8, 748, 320, 761]
headline-imports: Η ΕΝΑΠΟΘΕΣΙΣ ΕΙΣΑΓΟΜΕΝΩΝ ΑΝΤΙΠΡΟΣΩΠΕΥΜΑΤΩΝ ΕΙΣ ΧΩΡΟΥΣ ΙΔΙΩΤΩΝ: [345, 222, 597, 275]
standings-row: [8, 761, 320, 774]
standings-cell: 18: [304, 748, 318, 762]
standings-cell: 10. Πιερικός: [10, 722, 89, 736]
standings-cell: 15—11: [254, 633, 287, 646]
ceremony-photo: [625, 229, 904, 843]
standings-cell: 13. Νίκη: [10, 761, 62, 775]
column-rule: [324, 6, 325, 2320]
section-title: ΑΛΛΑ ΑΤΥΧΗΜΑΤΑ: [1200, 615, 1324, 630]
standings-row: [8, 607, 320, 620]
standings-cell: 12. Θρασυβ.: [10, 748, 82, 762]
headline-kurds: ΕΚΑΜΦΘΗ Η ΑΝΤΙΣΤΑΣΙΣ ΤΩΝ ΚΟΥΡΔΩΝ: [348, 811, 594, 847]
standings-cell: 10—23: [254, 774, 287, 787]
article-text: Τρία άτομα εφονεύθησαν και έτερα 18 ετραυματίσθησαν κατά τα τροχαία ατυχήματα τα οποία εσημειώθησαν εις διάφορα σημεία της χώρας κατά το τελευταίον 48ωρον. Εις την περιοχήν της Βότσης γυνή παρεσύρθη υπό ποδηλάτου και υπέκυψεν εις τα τραύματά της κατά την μεταφοράν της εις το νοσοκομείον. Ο ποδηλάτης συνελήφθη.: [1165, 211, 1360, 358]
article-text: Νεαρός εφονεύθη υπό αμαξοστοιχίας εις την γραμμήν πλησίον του σταθμού, ενώ επεχείρει να διασχίση τας γραμμάς.: [1165, 501, 1360, 554]
standings-cell: 11: [207, 722, 221, 736]
standings-cell: 31: [304, 607, 318, 621]
subheadline-cinema: ΤΟ ΕΓΚΛΗΜΑ ΑΝΕΚΑΛΥΨΕ ΦΙΛΙΚΟΝ ΖΕΥΓΟΣ.— ΕΦΑΙΝΕΤΟ ΩΣ ΝΑ ΠΑΡΗΚΟΛΟΥΘΕΙ ΤΗΛΕΟΡΑΣΙΝ,— ΑΓΝΩΣΤΟΣ Ο ΔΟΛΟΦΟΝΟΣ: [1186, 1628, 1546, 1674]
standings-row: [8, 684, 320, 697]
crete-column: [623, 6, 906, 1126]
headline-accidents: Τρεις νεκροί και 18 τραυματίαι εκ των τροχαίων ατυχημάτων: [1188, 30, 1544, 130]
standings-cell: 21: [304, 697, 318, 711]
headline-pensioners: ΟΙ ΣΥΝΤΑΞΙΟΥΧΟΙ ΤΡΟΧΙΟΔΡΟΜΙΚΟΙ: [970, 967, 1098, 998]
standings-cell: 23—4: [261, 607, 287, 621]
headline-israel: ΑΠΕΡΓΟΥΝ ΟΙ ΔΗΜΟΣΙΟΙ ΥΠΑΛΛΗΛΟΙ ΕΙΣ ΤΟ ΙΣΡΑΗΛ: [937, 479, 1132, 509]
article-text: ΔΡΑΜΑ, 2.— Μία σπανία περιπέτεια διεφύγη τραγικής καταλήξεως.: [1373, 696, 1568, 735]
section-title: ΠΑΡΑ ΤΗΝ ΛΑΜΙΑΝ: [1407, 413, 1535, 428]
standings-cell: 11: [207, 645, 221, 659]
person-figure: [764, 664, 823, 802]
